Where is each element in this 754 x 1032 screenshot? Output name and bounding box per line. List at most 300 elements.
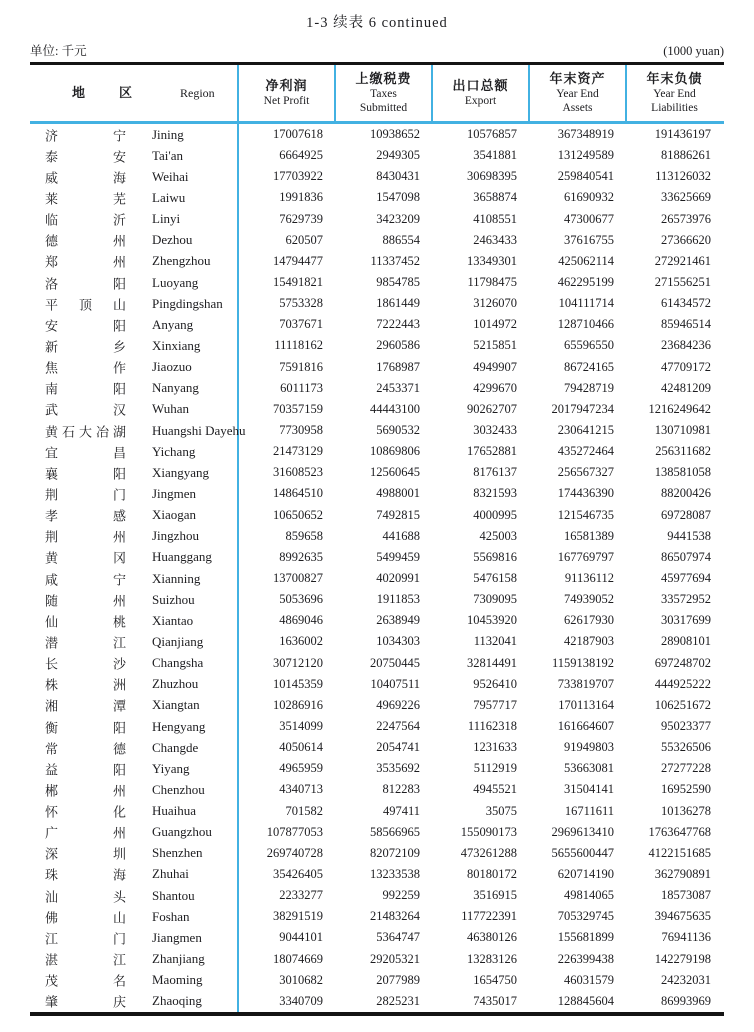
value-cell: 61690932 xyxy=(564,190,614,205)
value-cell: 42187903 xyxy=(564,634,614,649)
value-cell: 2463433 xyxy=(473,232,517,247)
value-cell: 167769797 xyxy=(557,549,614,564)
region-name-char: 汕 xyxy=(45,889,59,905)
region-name-char: 佛 xyxy=(45,910,59,926)
region-name-en: Laiwu xyxy=(152,189,186,205)
value-cell: 1547098 xyxy=(376,190,420,205)
table-row xyxy=(30,441,724,462)
region-name-char: 威 xyxy=(45,170,59,186)
region-name-char: 益 xyxy=(45,762,59,778)
region-name-cn xyxy=(45,506,126,525)
region-name-cn xyxy=(45,654,126,673)
value-cell: 28908101 xyxy=(661,634,711,649)
region-name-char: 江 xyxy=(112,952,126,968)
region-name-en: Huaihua xyxy=(152,803,197,819)
region-name-cn xyxy=(45,823,126,842)
region-name-en: Wuhan xyxy=(152,401,190,417)
region-name-char: 安 xyxy=(45,318,59,334)
value-cell: 33572952 xyxy=(661,592,711,607)
value-cell: 4122151685 xyxy=(648,845,711,860)
value-cell: 4969226 xyxy=(376,697,420,712)
value-cell: 5753328 xyxy=(237,293,334,314)
region-name-char: 潭 xyxy=(112,698,126,714)
column-header xyxy=(334,65,431,121)
region-name-en: Hengyang xyxy=(152,718,206,734)
value-cell: 5499459 xyxy=(376,549,420,564)
value-cell: 113126032 xyxy=(655,169,711,184)
value-cell: 10136278 xyxy=(661,803,711,818)
region-name-char: 宁 xyxy=(112,128,126,144)
region-name-cn xyxy=(45,527,126,546)
region-name-char: 江 xyxy=(45,931,59,947)
column-header-en: Year End xyxy=(556,87,599,100)
region-name-char: 黄 xyxy=(45,550,59,566)
value-cell: 5215851 xyxy=(473,338,517,353)
region-cell xyxy=(30,906,237,927)
value-cell: 4000995 xyxy=(473,507,517,522)
value-cell: 4108551 xyxy=(473,211,517,226)
region-name-char: 门 xyxy=(112,931,126,947)
value-cell: 3535692 xyxy=(376,761,420,776)
region-name-char: 州 xyxy=(112,783,126,799)
region-name-char: 咸 xyxy=(45,572,59,588)
value-cell: 269740728 xyxy=(237,843,334,864)
region-name-cn xyxy=(45,696,126,715)
region-name-cn xyxy=(45,971,126,990)
region-name-char: 沂 xyxy=(112,212,126,228)
table-row xyxy=(30,716,724,737)
region-name-en: Anyang xyxy=(152,316,194,332)
region-name-en: Yiyang xyxy=(152,760,190,776)
value-cell: 1861449 xyxy=(376,296,420,311)
value-cell: 86507974 xyxy=(661,549,711,564)
value-cell: 11118162 xyxy=(237,335,334,356)
region-name-en: Linyi xyxy=(152,211,181,227)
value-cell: 32814491 xyxy=(467,655,517,670)
region-name-cn xyxy=(45,210,126,229)
value-cell: 131249589 xyxy=(557,148,614,163)
region-name-en: Xianning xyxy=(152,570,201,586)
value-cell: 473261288 xyxy=(460,845,517,860)
table-row xyxy=(30,610,724,631)
value-cell: 37616755 xyxy=(564,232,614,247)
value-cell: 18573087 xyxy=(661,888,711,903)
region-name-cn xyxy=(45,463,126,482)
region-name-char: 焦 xyxy=(45,360,59,376)
value-cell: 142279198 xyxy=(654,951,711,966)
value-cell: 80180172 xyxy=(467,866,517,881)
region-name-char: 阳 xyxy=(112,762,126,778)
value-cell: 2969613410 xyxy=(551,824,614,839)
value-cell: 17652881 xyxy=(467,444,517,459)
region-cell xyxy=(30,293,237,314)
value-cell: 1991836 xyxy=(237,187,334,208)
region-name-en: Huangshi Dayehu xyxy=(152,422,246,438)
region-name-en: Shenzhen xyxy=(152,845,203,861)
value-cell: 170113164 xyxy=(558,697,614,712)
value-cell: 46031579 xyxy=(564,972,614,987)
value-cell: 1768987 xyxy=(376,359,420,374)
region-name-char: 洲 xyxy=(112,677,126,693)
table-row xyxy=(30,293,724,314)
value-cell: 18074669 xyxy=(237,948,334,969)
region-cell xyxy=(30,589,237,610)
value-cell: 29205321 xyxy=(370,951,420,966)
column-header-cn: 年末资产 xyxy=(549,70,606,86)
region-name-char: 州 xyxy=(112,593,126,609)
region-name-char: 作 xyxy=(112,360,126,376)
value-cell: 1159138192 xyxy=(551,655,614,670)
value-cell: 27366620 xyxy=(661,232,711,247)
table-row xyxy=(30,462,724,483)
table-row xyxy=(30,927,724,948)
region-name-cn xyxy=(45,400,126,419)
value-cell: 2233277 xyxy=(237,885,334,906)
region-name-en: Jining xyxy=(152,126,184,142)
region-name-char: 冶 xyxy=(95,424,109,440)
value-cell: 1231633 xyxy=(473,740,517,755)
table-row xyxy=(30,399,724,420)
region-name-char: 襄 xyxy=(45,466,59,482)
region-name-char: 怀 xyxy=(45,804,59,820)
region-name-cn xyxy=(45,611,126,630)
value-cell: 106251672 xyxy=(654,697,711,712)
table-row xyxy=(30,779,724,800)
value-cell: 8176137 xyxy=(473,465,517,480)
region-name-en: Maoming xyxy=(152,972,203,988)
table-row xyxy=(30,526,724,547)
region-name-char: 肇 xyxy=(45,994,59,1010)
region-name-cn xyxy=(45,632,126,651)
value-cell: 191436197 xyxy=(654,127,711,142)
table-row xyxy=(30,948,724,969)
value-cell: 47300677 xyxy=(564,211,614,226)
table-row xyxy=(30,758,724,779)
region-name-char: 汉 xyxy=(112,402,126,418)
region-cell xyxy=(30,970,237,991)
value-cell: 17703922 xyxy=(237,166,334,187)
value-cell: 76941136 xyxy=(661,930,711,945)
value-cell: 4945521 xyxy=(473,782,517,797)
table-header-row xyxy=(30,62,724,124)
region-name-cn xyxy=(45,379,126,398)
column-header xyxy=(528,65,625,121)
value-cell: 1636002 xyxy=(237,631,334,652)
value-cell: 620507 xyxy=(237,230,334,251)
value-cell: 49814065 xyxy=(564,888,614,903)
region-cell xyxy=(30,610,237,631)
column-header-en: Year End xyxy=(653,87,696,100)
value-cell: 8992635 xyxy=(237,547,334,568)
value-cell: 1014972 xyxy=(473,317,517,332)
region-name-char: 阳 xyxy=(112,466,126,482)
value-cell: 5569816 xyxy=(473,549,517,564)
value-cell: 30317699 xyxy=(661,613,711,628)
table-row xyxy=(30,187,724,208)
value-cell: 42481209 xyxy=(661,380,711,395)
table-row xyxy=(30,230,724,251)
region-name-cn xyxy=(45,886,126,905)
table-row xyxy=(30,420,724,441)
value-cell: 31504141 xyxy=(564,782,614,797)
value-cell: 701582 xyxy=(237,801,334,822)
value-cell: 10453920 xyxy=(467,613,517,628)
value-cell: 2949305 xyxy=(376,148,420,163)
region-name-char: 株 xyxy=(45,677,59,693)
value-cell: 2825231 xyxy=(376,993,420,1008)
region-name-char: 广 xyxy=(45,825,59,841)
table-row xyxy=(30,251,724,272)
value-cell: 2638949 xyxy=(376,613,420,628)
region-cell xyxy=(30,378,237,399)
region-cell xyxy=(30,441,237,462)
region-name-char: 郴 xyxy=(45,783,59,799)
value-cell: 74939052 xyxy=(564,592,614,607)
value-cell: 30698395 xyxy=(467,169,517,184)
value-cell: 6664925 xyxy=(237,145,334,166)
table-row xyxy=(30,547,724,568)
column-header-en: Submitted xyxy=(359,102,408,115)
region-name-char: 荆 xyxy=(45,487,59,503)
region-cell xyxy=(30,927,237,948)
value-cell: 2960586 xyxy=(376,338,420,353)
table-row xyxy=(30,378,724,399)
region-header-en: Region xyxy=(180,85,215,100)
region-name-cn xyxy=(45,484,126,503)
value-cell: 4340713 xyxy=(237,779,334,800)
region-cell xyxy=(30,991,237,1012)
value-cell: 3032433 xyxy=(473,423,517,438)
value-cell: 10869806 xyxy=(370,444,420,459)
table-row xyxy=(30,801,724,822)
value-cell: 14794477 xyxy=(237,251,334,272)
region-name-en: Dezhou xyxy=(152,232,193,248)
value-cell: 21483264 xyxy=(370,909,420,924)
region-name-char: 门 xyxy=(112,487,126,503)
region-cell xyxy=(30,187,237,208)
value-cell: 5690532 xyxy=(376,423,420,438)
region-name-cn xyxy=(45,865,126,884)
value-cell: 4988001 xyxy=(376,486,420,501)
value-cell: 7591816 xyxy=(237,357,334,378)
region-name-char: 圳 xyxy=(112,846,126,862)
value-cell: 5053696 xyxy=(237,589,334,610)
table-row xyxy=(30,864,724,885)
region-cell xyxy=(30,314,237,335)
value-cell: 4965959 xyxy=(237,758,334,779)
value-cell: 4020991 xyxy=(376,571,420,586)
value-cell: 5655600447 xyxy=(551,845,614,860)
region-cell xyxy=(30,335,237,356)
region-name-char: 湛 xyxy=(45,952,59,968)
value-cell: 226399438 xyxy=(557,951,614,966)
value-cell: 3423209 xyxy=(376,211,420,226)
region-name-char: 南 xyxy=(45,381,59,397)
region-name-en: Changde xyxy=(152,739,199,755)
value-cell: 3514099 xyxy=(237,716,334,737)
table-row xyxy=(30,843,724,864)
value-cell: 1216249642 xyxy=(648,401,711,416)
value-cell: 10650652 xyxy=(237,505,334,526)
region-name-char: 阳 xyxy=(112,276,126,292)
value-cell: 12560645 xyxy=(370,465,420,480)
value-cell: 8321593 xyxy=(473,486,517,501)
value-cell: 10576857 xyxy=(467,127,517,142)
value-cell: 4299670 xyxy=(473,380,517,395)
value-cell: 9044101 xyxy=(237,927,334,948)
table-row xyxy=(30,906,724,927)
region-cell xyxy=(30,526,237,547)
value-cell: 230641215 xyxy=(557,423,614,438)
value-cell: 425062114 xyxy=(558,253,614,268)
region-name-en: Huanggang xyxy=(152,549,212,565)
region-name-en: Jingzhou xyxy=(152,528,199,544)
region-name-en: Pingdingshan xyxy=(152,295,223,311)
value-cell: 69728087 xyxy=(661,507,711,522)
value-cell: 11162318 xyxy=(467,719,517,733)
region-name-en: Zhuhai xyxy=(152,866,189,882)
region-name-char: 新 xyxy=(45,339,59,355)
value-cell: 733819707 xyxy=(557,676,614,691)
unit-label-en: (1000 yuan) xyxy=(663,44,724,58)
region-name-char: 仙 xyxy=(45,614,59,630)
value-cell: 2077989 xyxy=(376,972,420,987)
value-cell: 394675635 xyxy=(654,909,711,924)
value-cell: 5112919 xyxy=(473,761,517,776)
region-cell xyxy=(30,357,237,378)
table-row xyxy=(30,209,724,230)
value-cell: 155681899 xyxy=(557,930,614,945)
value-cell: 128845604 xyxy=(557,993,614,1008)
region-cell xyxy=(30,822,237,843)
value-cell: 10145359 xyxy=(237,674,334,695)
unit-row xyxy=(30,42,724,59)
region-name-cn xyxy=(45,992,126,1011)
region-cell xyxy=(30,695,237,716)
value-cell: 13700827 xyxy=(237,568,334,589)
region-name-char: 武 xyxy=(45,402,59,418)
value-cell: 104111714 xyxy=(558,296,614,311)
region-name-char: 泰 xyxy=(45,149,59,165)
region-name-char: 州 xyxy=(112,825,126,841)
table-row xyxy=(30,695,724,716)
region-name-en: Suizhou xyxy=(152,591,195,607)
value-cell: 271556251 xyxy=(654,275,711,290)
data-table xyxy=(30,62,724,1016)
value-cell: 88200426 xyxy=(661,486,711,501)
value-cell: 138581058 xyxy=(654,465,711,480)
region-name-char: 大 xyxy=(78,424,92,440)
value-cell: 86993969 xyxy=(661,993,711,1008)
table-row xyxy=(30,674,724,695)
region-name-char: 州 xyxy=(112,529,126,545)
region-name-char: 顶 xyxy=(78,297,92,313)
region-name-en: Chenzhou xyxy=(152,781,205,797)
value-cell: 44443100 xyxy=(370,401,420,416)
region-name-char: 深 xyxy=(45,846,59,862)
region-name-en: Xiantao xyxy=(152,612,194,628)
table-row xyxy=(30,822,724,843)
region-name-char: 海 xyxy=(112,867,126,883)
region-name-en: Yichang xyxy=(152,443,196,459)
region-cell xyxy=(30,631,237,652)
table-row xyxy=(30,124,724,145)
region-name-char: 长 xyxy=(45,656,59,672)
region-name-char: 化 xyxy=(112,804,126,820)
region-name-cn xyxy=(45,188,126,207)
value-cell: 256567327 xyxy=(557,465,614,480)
value-cell: 35426405 xyxy=(237,864,334,885)
value-cell: 7037671 xyxy=(237,314,334,335)
region-name-cn xyxy=(45,146,126,165)
region-name-cn xyxy=(45,675,126,694)
region-name-char: 宜 xyxy=(45,445,59,461)
region-name-char: 沙 xyxy=(112,656,126,672)
value-cell: 130710981 xyxy=(654,423,711,438)
region-name-en: Xiaogan xyxy=(152,507,197,523)
region-cell xyxy=(30,505,237,526)
column-header-en: Export xyxy=(464,94,497,107)
table-row xyxy=(30,589,724,610)
value-cell: 121546735 xyxy=(557,507,614,522)
value-cell: 62617930 xyxy=(564,613,614,628)
value-cell: 23684236 xyxy=(661,338,711,353)
region-name-char: 莱 xyxy=(45,191,59,207)
region-name-cn xyxy=(45,273,126,292)
region-cell xyxy=(30,483,237,504)
column-header-en: Taxes xyxy=(370,87,397,100)
region-cell xyxy=(30,653,237,674)
value-cell: 992259 xyxy=(382,888,420,903)
region-name-char: 衡 xyxy=(45,720,59,735)
region-name-en: Zhanjiang xyxy=(152,951,205,967)
value-cell: 5476158 xyxy=(473,571,517,586)
value-cell: 256311682 xyxy=(655,444,711,459)
value-cell: 90262707 xyxy=(467,401,517,416)
region-cell xyxy=(30,948,237,969)
region-cell xyxy=(30,145,237,166)
value-cell: 1132041 xyxy=(473,634,517,649)
value-cell: 10938652 xyxy=(370,127,420,142)
value-cell: 11798475 xyxy=(467,275,517,290)
value-cell: 24232031 xyxy=(661,972,711,987)
value-cell: 107877053 xyxy=(237,822,334,843)
value-cell: 7957717 xyxy=(473,697,517,712)
region-name-char: 名 xyxy=(112,973,126,989)
region-name-en: Xinxiang xyxy=(152,337,201,353)
region-name-char: 海 xyxy=(112,170,126,186)
region-name-en: Luoyang xyxy=(152,274,199,290)
region-name-cn xyxy=(45,759,126,778)
value-cell: 3541881 xyxy=(473,148,517,163)
column-header xyxy=(625,65,722,121)
value-cell: 2054741 xyxy=(376,740,420,755)
region-name-en: Xiangtan xyxy=(152,697,200,713)
value-cell: 11337452 xyxy=(370,253,420,268)
region-name-char: 常 xyxy=(45,741,59,757)
region-cell xyxy=(30,547,237,568)
value-cell: 3010682 xyxy=(237,970,334,991)
table-row xyxy=(30,991,724,1012)
column-header-en: Assets xyxy=(562,102,593,115)
value-cell: 362790891 xyxy=(654,866,711,881)
region-name-en: Qianjiang xyxy=(152,633,204,649)
region-name-cn xyxy=(45,844,126,863)
region-cell xyxy=(30,230,237,251)
region-name-cn xyxy=(45,802,126,821)
table-row xyxy=(30,970,724,991)
value-cell: 7629739 xyxy=(237,209,334,230)
